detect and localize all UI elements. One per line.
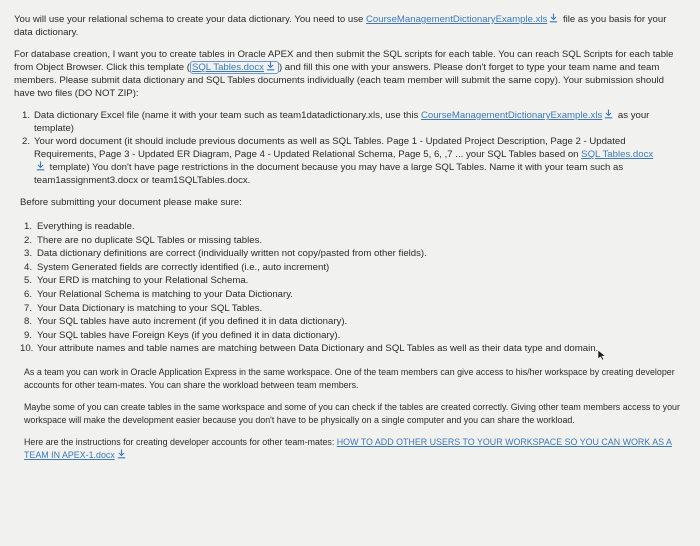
list-item-text: Your Relational Schema is matching to your Data Dictionary. (37, 288, 293, 300)
list-number: 1. (22, 110, 31, 121)
intro-text: You will use your relational schema to create your data dictionary. You need to use (14, 14, 366, 25)
list-item (24, 329, 686, 343)
intro-text-end: file as you basis for your data dictionary. (14, 14, 667, 38)
course-dictionary-link[interactable]: CourseManagementDictionaryExample.xls (420, 110, 603, 121)
list-number: 2. (22, 136, 31, 147)
download-icon[interactable] (604, 109, 613, 119)
list-item (22, 135, 686, 187)
creation-text: For database creation, I want you to create tables in Oracle APEX and then submit the SQL scripts for each table. You can reach SQL Scripts for each table from Object Browser. Click this template ( (14, 49, 674, 73)
instructions-paragraph (24, 436, 686, 462)
list-number: 9. (24, 329, 33, 341)
list-item (24, 315, 686, 329)
download-icon[interactable] (549, 13, 558, 23)
mouse-pointer-icon (597, 349, 607, 361)
list-item (24, 247, 686, 261)
download-icon[interactable] (117, 449, 126, 459)
list-item (24, 302, 686, 316)
sql-tables-link[interactable]: SQL Tables.docx (191, 62, 264, 73)
list-item-text: Your attribute names and table names are matching between Data Dictionary and SQL Tables as well as their data type and domain. (37, 343, 599, 355)
list-item-text (34, 109, 686, 135)
list-number: 7. (24, 302, 33, 314)
list-item (24, 220, 686, 234)
creation-paragraph (14, 48, 686, 100)
list-item (24, 274, 686, 288)
list-number: 6. (24, 288, 33, 300)
creation-text-end: ) and fill this one with your answers. Please don't forget to type your team name and team members. Please submit data dictionary and SQL Tables documents individually (each team member will submit the same copy). Your submission should have two files (DO NOT ZIP): (14, 62, 665, 99)
list-item-text: Everything is readable. (37, 221, 135, 232)
list-number: 2. (24, 234, 33, 246)
list-number: 5. (24, 275, 33, 287)
list-item (22, 109, 686, 135)
sql-template-highlight (190, 61, 279, 74)
file-2-text-end: template) You don't have page restrictions in the document because you may have a large SQL Tables. Name it with your team such as team1assignment3.docx or team1SQLTables.docx. (34, 162, 624, 186)
list-item-text (34, 135, 686, 187)
apex-instructions-link[interactable]: HOW TO ADD OTHER USERS TO YOUR WORKSPACE SO YOU CAN WORK AS A TEAM IN APEX-1.docx (24, 436, 672, 460)
file-1-text-end: as your template) (34, 110, 650, 134)
file-1-text: Data dictionary Excel file (name it with your team such as team1datadictionary.xls, use this (34, 110, 421, 121)
list-item-text: Your SQL tables have auto increment (if you defined it in data dictionary). (37, 316, 348, 328)
list-number: 1. (24, 221, 33, 232)
list-item-text: Your SQL tables have Foreign Keys (if you defined it in data dictionary). (37, 329, 341, 341)
list-number: 8. (24, 316, 33, 328)
list-item (20, 342, 686, 356)
list-item-text: Data dictionary definitions are correct (individually written not copy/pasted from other fields). (37, 248, 427, 260)
team-work-paragraph: As a team you can work in Oracle Application Express in the same workspace. One of the team members can give access to his/her workspace by creating developer accounts for other team-mates. You can share the workload between team members. (24, 366, 675, 390)
course-dictionary-link[interactable]: CourseManagementDictionaryExample.xls (366, 14, 548, 25)
list-number: 10. (20, 343, 34, 355)
list-item-text: Your ERD is matching to your Relational Schema. (37, 275, 249, 287)
list-item-text: Your Data Dictionary is matching to your SQL Tables. (37, 302, 263, 314)
download-icon[interactable] (266, 61, 275, 71)
workspace-paragraph: Maybe some of you can create tables in the same workspace and some of you can check if the tables are created correctly. Giving other team members access to your workspace will make the development easier because you don't have to be physically on a single computer and you can share the workload. (24, 401, 680, 425)
download-icon[interactable] (36, 161, 45, 171)
list-number: 3. (24, 248, 33, 260)
list-item-text: System Generated fields are correctly identified (i.e., auto increment) (37, 261, 330, 273)
list-item (24, 261, 686, 275)
checklist (20, 220, 686, 356)
list-item (24, 288, 686, 302)
sql-tables-link[interactable]: SQL Tables.docx (581, 149, 654, 160)
list-number: 4. (24, 261, 33, 273)
intro-paragraph (14, 13, 686, 39)
file-2-text: Your word document (it should include previous documents as well as SQL Tables. Page 1 - Updated Project Description, Page 2 - Updated Requirements, Page 3 - Updated ER Diagram, Page 4 - Updated Relational Schema, Page 5, 6, ,7 ... your SQL Tables based on (34, 136, 626, 160)
instructions-text: Here are the instructions for creating developer accounts for other team-mates: (24, 436, 337, 447)
list-item-text: There are no duplicate SQL Tables or missing tables. (37, 234, 263, 246)
submission-files-list (22, 109, 686, 187)
checklist-heading: Before submitting your document please make sure: (20, 197, 242, 208)
list-item (24, 234, 686, 248)
